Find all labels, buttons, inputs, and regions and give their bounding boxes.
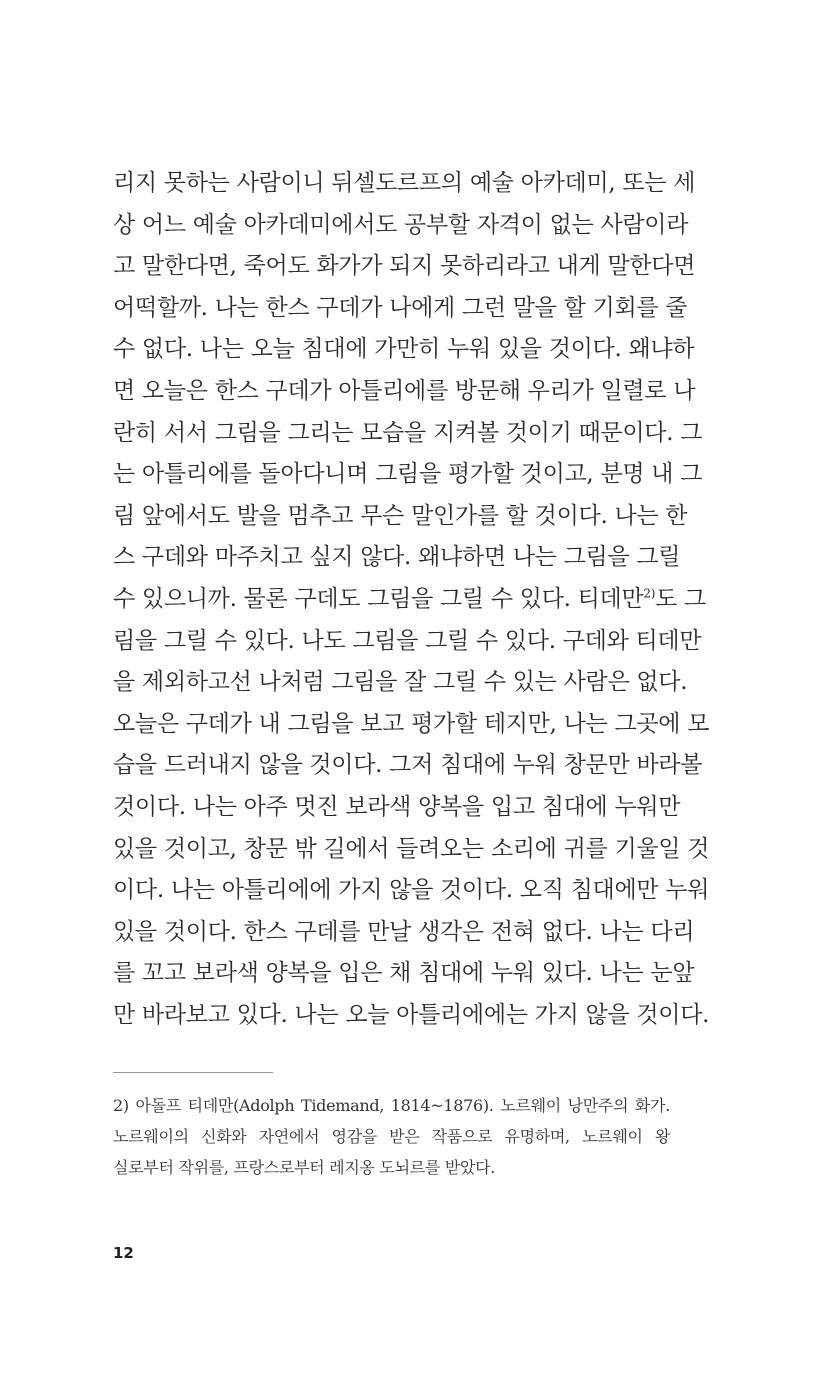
body-line: 스 구데와 마주치고 싶지 않다. 왜냐하면 나는 그림을 그릴 [113,544,681,571]
footnote-reference[interactable]: 2) [643,586,656,601]
body-line: 것이다. 나는 아주 멋진 보라색 양복을 입고 침대에 누워만 [113,793,681,820]
body-line: 고 말한다면, 죽어도 화가가 되지 못하리라고 내게 말한다면 [113,253,696,280]
body-line: 림 앞에서도 발을 멈추고 무슨 말인가를 할 것이다. 나는 한 [113,502,688,529]
footnote-divider [113,1072,273,1073]
line-text: 도 그 [655,585,706,612]
body-line: 림을 그릴 수 있다. 나도 그림을 그릴 수 있다. 구데와 티데만 [113,627,702,654]
body-line: 면 오늘은 한스 구데가 아틀리에를 방문해 우리가 일렬로 나 [113,377,696,404]
body-line: 를 꼬고 보라색 양복을 입은 채 침대에 누워 있다. 나는 눈앞 [113,960,695,987]
body-line: 만 바라보고 있다. 나는 오늘 아틀리에에는 가지 않을 것이다. [113,1001,710,1028]
body-line-with-footnote-ref [113,579,706,621]
line-text: 수 있으니까. 물론 구데도 그림을 그릴 수 있다. 티데만 [113,585,644,612]
footnote-line: 실로부터 작위를, 프랑스로부터 레지옹 도뇌르를 받았다. [113,1158,496,1177]
body-line: 습을 드러내지 않을 것이다. 그저 침대에 누워 창문만 바라볼 [113,752,703,779]
footnote [113,1090,673,1183]
footnote-line: 2) 아돌프 티데만(Adolph Tidemand, 1814~1876). 노르웨이 낭만주의 화가. [113,1096,670,1115]
body-line: 오늘은 구데가 내 그림을 보고 평가할 테지만, 나는 그곳에 모 [113,710,710,737]
footnote-line: 노르웨이의 신화와 자연에서 영감을 받은 작품으로 유명하며, 노르웨이 왕 [113,1127,670,1146]
body-line: 는 아틀리에를 돌아다니며 그림을 평가할 것이고, 분명 내 그 [113,461,703,488]
body-line: 어떡할까. 나는 한스 구데가 나에게 그런 말을 할 기회를 줄 [113,294,688,321]
body-line: 상 어느 예술 아카데미에서도 공부할 자격이 없는 사람이라 [113,211,689,238]
body-line: 을 제외하고선 나처럼 그림을 잘 그릴 수 있는 사람은 없다. [113,669,688,696]
body-line: 리지 못하는 사람이니 뒤셀도르프의 예술 아카데미, 또는 세 [113,170,696,196]
page-number: 12 [113,1244,134,1262]
body-line: 있을 것이고, 창문 밖 길에서 들려오는 소리에 귀를 기울일 것 [113,835,710,862]
body-line: 이다. 나는 아틀리에에 가지 않을 것이다. 오직 침대에만 누워 [113,877,710,904]
body-line: 란히 서서 그림을 그리는 모습을 지켜볼 것이기 때문이다. 그 [113,419,703,446]
body-text [113,163,710,1036]
body-line: 수 없다. 나는 오늘 침대에 가만히 누워 있을 것이다. 왜냐하 [113,336,695,363]
body-line: 있을 것이다. 한스 구데를 만날 생각은 전혀 없다. 나는 다리 [113,918,695,945]
